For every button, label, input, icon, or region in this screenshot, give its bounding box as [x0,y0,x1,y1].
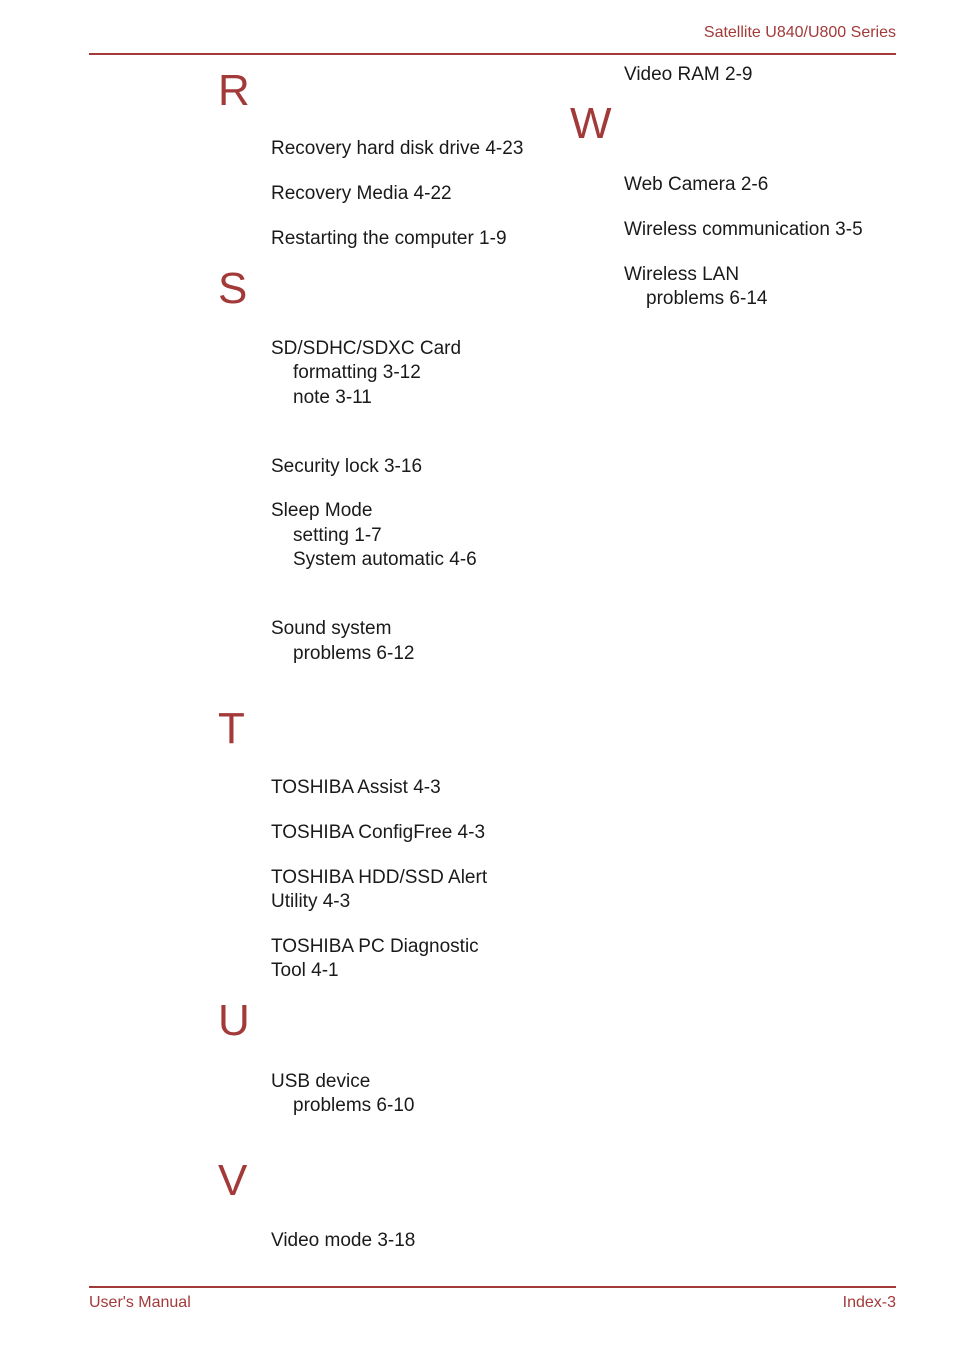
index-subentry: System automatic 4-6 [293,549,477,570]
footer-divider [89,1286,896,1288]
index-subentry: note 3-11 [293,387,372,408]
index-subentry: problems 6-10 [293,1095,415,1116]
index-entry: TOSHIBA Assist 4-3 [271,777,441,798]
running-header: Satellite U840/U800 Series [703,24,896,41]
page-number: Index-3 [842,1294,896,1311]
index-letter-v: V [218,1156,248,1205]
index-entry: TOSHIBA ConfigFree 4-3 [271,822,486,843]
index-entry: TOSHIBA PC Diagnostic [271,936,479,957]
index-entry: Sleep Mode [271,500,373,521]
index-subentry: problems 6-14 [646,288,768,309]
index-letter-r: R [218,66,250,115]
index-entry: Sound system [271,618,392,639]
index-entry: Video mode 3-18 [271,1230,416,1251]
index-entry: TOSHIBA HDD/SSD Alert [271,867,488,888]
index-entry: Video RAM 2-9 [624,64,753,85]
index-entry: Restarting the computer 1-9 [271,228,507,249]
index-entry: Recovery Media 4-22 [271,183,452,204]
index-entry: Recovery hard disk drive 4-23 [271,138,524,159]
index-entry: USB device [271,1071,371,1092]
index-entry: Security lock 3-16 [271,456,423,477]
index-entry-continued: Utility 4-3 [271,891,351,912]
index-entry: Wireless communication 3-5 [624,219,863,240]
index-letter-u: U [218,996,250,1045]
index-entry: Web Camera 2-6 [624,174,769,195]
index-entry: Wireless LAN [624,264,740,285]
index-subentry: problems 6-12 [293,643,415,664]
footer-manual-title: User's Manual [89,1294,191,1311]
index-letter-w: W [570,99,612,148]
index-entry: SD/SDHC/SDXC Card [271,338,462,359]
index-subentry: setting 1-7 [293,525,382,546]
index-letter-s: S [218,264,248,313]
index-entry-continued: Tool 4-1 [271,960,339,981]
index-subentry: formatting 3-12 [293,362,421,383]
header-divider [89,53,896,55]
index-letter-t: T [218,704,245,753]
